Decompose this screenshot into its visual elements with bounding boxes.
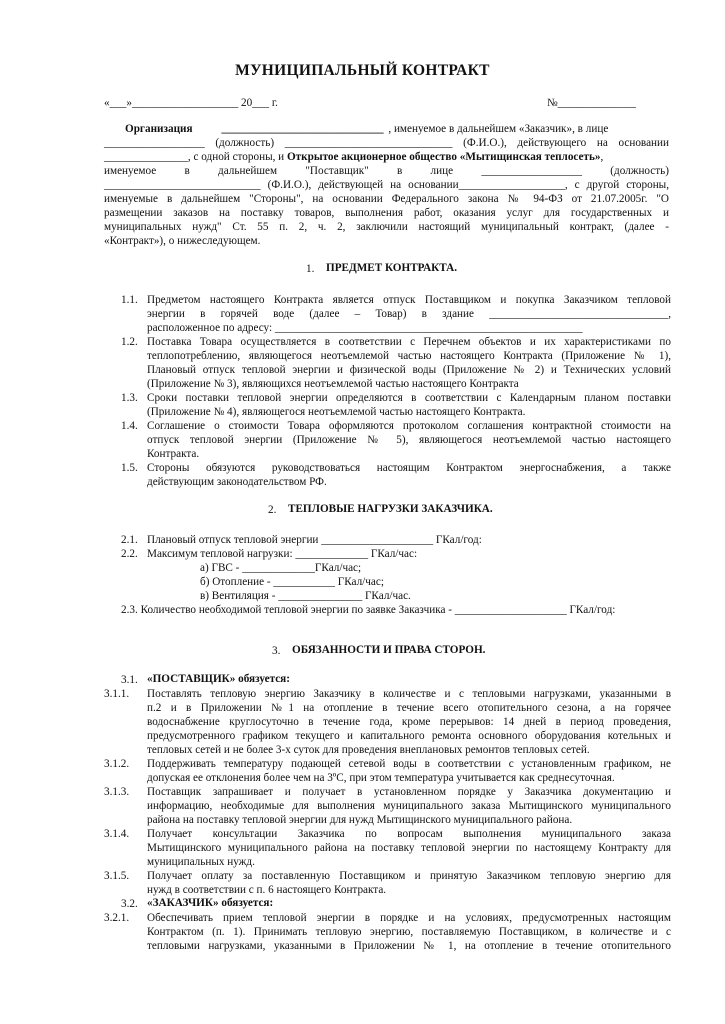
clause-number: 2.2. — [121, 548, 138, 560]
section-1-number: 1. — [306, 263, 315, 275]
clause-line: (Приложение № 4), являющегося неотъемлемой частью настоящего Контракта. — [147, 406, 526, 418]
contract-page: МУНИЦИПАЛЬНЫЙ КОНТРАКТ «___»___________________ 20___ г. №______________ Организация _____________________________ , именуемое в дальнейшем «Заказчик», в лице __________________ (должность) ______________________________ (Ф.И.О.), действующего на основании _______________, с одной стороны, и Открытое акционерное общество «Мытищинская теплосеть», именуемое в дальнейшем "Поставщик" в лице __________________ (должность) ____________________________ (Ф.И.О.), действующей на основании___________________, с другой стороны, именуемые в дальнейшем "Стороны", на основании Федерального закона № 94-ФЗ от 21.07.2005г. "О размещении заказов на поставку товаров, выполнения работ, оказания услуг для государственных и муниципальных нужд" Ст. 55 п. 2, ч. 2, заключили настоящий муниципальный контракт, (далее - «Контракт»), о нижеследующем. 1. ПРЕДМЕТ КОНТРАКТА. 1.1. Предметом настоящего Контракта является отпуск Поставщиком и покупка Заказчиком тепловой энергии в горячей воде (далее – Товар) в здание ________________________________, расположенное по адресу: _______________________________________________________ 1.2. Поставка Товара осуществляется в соответствии с Перечнем объектов и их характеристиками по теплопотреблению, являющегося неотъемлемой частью настоящего Контракта (Приложение № 1), Плановый отпуск тепловой энергии и физической воды (Приложение № 2) и Технических условий (Приложение № 3), являющихся неотъемлемой частью настоящего Контракта 1.3. Сроки поставки тепловой энергии определяются в соответствии с Календарным планом поставки (Приложение № 4), являющегося неотъемлемой частью настоящего Контракта. 1.4. Соглашение о стоимости Товара оформляются протоколом соглашения контрактной стоимости на отпуск тепловой энергии (Приложение № 5), являющегося неотъемлемой частью настоящего Контракта. 1.5. Стороны обязуются руководствоваться настоящим Контрактом энергоснабжения, а также действующим законодательством РФ. 2. ТЕПЛОВЫЕ НАГРУЗКИ ЗАКАЗЧИКА. 2.1. Плановый отпуск тепловой энергии ____________________ ГКал/год: 2.2. Максимум тепловой нагрузки: _____________ ГКал/час: а) ГВС - _____________ГКал/час; б) Отопление - ___________ ГКал/час; в) Вентиляция - _______________ ГКал/час. 2.3. Количество необходимой тепловой энергии по заявке Заказчика - ____________________ ГКал/год: 3. ОБЯЗАННОСТИ И ПРАВА СТОРОН. 3.1. «ПОСТАВЩИК» обязуется: 3.1.1. Поставлять тепловую энергию Заказчику в количестве и с тепловыми нагрузками, указанными в п.2 и в Приложении №1 на отопление в течение всего отопительного сезона, а на горячее водоснабжение круглосуточно в течение года, кроме перерывов: 14 дней в период проведения, предусмотренного графиком текущего и капитального ремонта основного оборудования котельных и тепловых сетей и не более 3-х суток для проведения внеплановых ремонтов тепловых сетей. 3.1.2. Поддерживать температуру подающей сетевой воды в соответствии с установленным графиком, не допуская ее отклонения более чем на 3ºС, при этом температура учитывается как среднесуточная. 3.1.3. Поставщик запрашивает и получает в установленном порядке у Заказчика документацию и информацию, необходимые для выполнения муниципального заказа Мытищинского муниципального района на поставку тепловой энергии для нужд Мытищинского муниципального района. 3.1.4. Получает консультации Заказчика по вопросам выполнения муниципального заказа Мытищинского муниципального района на поставку тепловой энергии по настоящему Контракту для муниципальных нужд. 3.1.5. Получает оплату за поставленную Поставщиком и принятую Заказчиком тепловую энергию для нужд в соответствии с п. 6 настоящего Контракта. 3.2. «ЗАКАЗЧИК» обязуется: 3.2.1. Обеспечивать прием тепловой энергии в порядке и на условиях, предусмотренных настоящим Контрактом (п. 1). Принимать тепловую энергию, поставляемую Поставщиком, в количестве и с тепловыми нагрузками, указанными в Приложении № 1, на отопление в течение отопительного — [0, 0, 725, 1024]
requested-heat-line: 2.3. Количество необходимой тепловой энергии по заявке Заказчика - ____________________ ГКал/год: — [121, 604, 616, 616]
clause-line: тепловыми нагрузками, указанными в Приложении № 1, на отопление в течение отопительного — [147, 940, 671, 952]
clause-line: предусмотренного графиком текущего и капитального ремонта основного оборудования котельных и — [147, 730, 671, 742]
hot-water-load-line: а) ГВС - _____________ГКал/час; — [200, 562, 362, 574]
clause-number: 3.1.1. — [104, 688, 130, 700]
clause-line: информацию, необходимые для выполнения муниципального заказа Мытищинского муниципального — [147, 800, 671, 812]
clause-line: п.2 и в Приложении №1 на отопление в течение всего отопительного сезона, а на горячее — [147, 702, 671, 714]
clause-line: Контрактом (п. 1). Принимать тепловую энергию, поставляемую Поставщиком, в количестве и с — [147, 926, 671, 938]
clause-number: 3.1.4. — [104, 828, 130, 840]
clause-line: Поставлять тепловую энергию Заказчику в количестве и с тепловыми нагрузками, указанными в — [147, 688, 671, 700]
preamble-line-9: «Контракт»), о нижеследующем. — [104, 235, 261, 247]
clause-line: Поставка Товара осуществляется в соответствии с Перечнем объектов и их характеристиками по — [147, 336, 671, 348]
supplier-obligations-heading: «ПОСТАВЩИК» обязуется: — [147, 673, 290, 685]
clause-line: водоснабжение круглосуточно в течение года, кроме перерывов: 14 дней в период проведения, — [147, 716, 671, 728]
clause-number: 3.1.5. — [104, 870, 130, 882]
clause-line: района на поставку тепловой энергии для нужд Мытищинского муниципального района. — [147, 814, 573, 826]
clause-number: 1.4. — [121, 420, 138, 432]
clause-number: 1.2. — [121, 336, 138, 348]
clause-number: 2.1. — [121, 534, 138, 546]
clause-line: Мытищинского муниципального района на поставку тепловой энергии по настоящему Контракту для — [147, 842, 671, 854]
clause-line: (Приложение № 3), являющихся неотъемлемой частью настоящего Контракта — [147, 378, 519, 390]
clause-line: Контракта. — [147, 448, 200, 460]
clause-line: Получает оплату за поставленную Поставщиком и принятую Заказчиком тепловую энергию для — [147, 870, 671, 882]
clause-line: теплопотреблению, являющегося неотъемлемой частью настоящего Контракта (Приложение № 1), — [147, 350, 671, 362]
ventilation-load-line: в) Вентиляция - _______________ ГКал/час. — [200, 590, 411, 602]
clause-line: Получает консультации Заказчика по вопросам выполнения муниципального заказа — [147, 828, 671, 840]
clause-number: 1.5. — [121, 462, 138, 474]
preamble-line-1-rest: , именуемое в дальнейшем «Заказчик», в лице — [388, 123, 609, 135]
clause-number: 3.2.1. — [104, 912, 130, 924]
clause-line: Поддерживать температуру подающей сетевой воды в соответствии с установленным графиком, не — [147, 758, 671, 770]
document-title: МУНИЦИПАЛЬНЫЙ КОНТРАКТ — [235, 62, 490, 79]
clause-line: Поставщик запрашивает и получает в установленном порядке у Заказчика документацию и — [147, 786, 671, 798]
clause-line: Сроки поставки тепловой энергии определяются в соответствии с Календарным планом поставки — [147, 392, 671, 404]
clause-line: Соглашение о стоимости Товара оформляются протоколом соглашения контрактной стоимости на — [147, 420, 671, 432]
clause-line: нужд в соответствии с п. 6 настоящего Контракта. — [147, 884, 387, 896]
date-line: «___»___________________ 20___ г. — [104, 97, 278, 109]
customer-obligations-heading: «ЗАКАЗЧИК» обязуется: — [147, 897, 274, 909]
clause-line: тепловых сетей и не более 3-х суток для проведения внеплановых ремонтов тепловых сетей. — [147, 744, 590, 756]
clause-line: Плановый отпуск тепловой энергии и физической воды (Приложение № 2) и Технических условий — [147, 364, 671, 376]
section-2-number: 2. — [268, 504, 277, 516]
max-heat-load-line: Максимум тепловой нагрузки: _____________ ГКал/час: — [147, 548, 418, 560]
clause-line: Предметом настоящего Контракта является отпуск Поставщиком и покупка Заказчиком тепловой — [147, 294, 671, 306]
clause-line: Стороны обязуются руководствоваться настоящим Контрактом энергоснабжения, а также — [147, 462, 671, 474]
supplier-company-name: Открытое акционерное общество «Мытищинская теплосеть» — [286, 151, 601, 163]
clause-line: энергии в горячей воде (далее – Товар) в здание ________________________________, — [147, 308, 671, 320]
preamble-line-3-start: _______________, с одной стороны, и — [104, 151, 287, 163]
clause-line: расположенное по адресу: _______________________________________________________ — [147, 322, 583, 334]
clause-number: 1.3. — [121, 392, 138, 404]
preamble-line-6: именуемые в дальнейшем "Стороны", на основании Федерального закона № 94-ФЗ от 21.07.2005г. "О — [104, 193, 669, 205]
preamble-line-7: размещении заказов на поставку товаров, выполнения работ, оказания услуг для государственных и — [104, 207, 669, 219]
planned-heat-supply-line: Плановый отпуск тепловой энергии ____________________ ГКал/год: — [147, 534, 482, 546]
preamble-line-5: ____________________________ (Ф.И.О.), действующей на основании___________________, с другой стороны, — [104, 179, 669, 191]
section-2-heading: ТЕПЛОВЫЕ НАГРУЗКИ ЗАКАЗЧИКА. — [288, 503, 493, 515]
clause-line: Обеспечивать прием тепловой энергии в порядке и на условиях, предусмотренных настоящим — [147, 912, 671, 924]
section-3-heading: ОБЯЗАННОСТИ И ПРАВА СТОРОН. — [292, 644, 486, 656]
clause-line: действующим законодательством РФ. — [147, 476, 327, 488]
subsection-number: 3.1. — [121, 674, 138, 686]
preamble-line-8: муниципальных нужд" Ст. 55 п. 2, ч. 2, заключили настоящий муниципальный контракт, (далее - — [104, 221, 669, 233]
contract-number-line: №______________ — [547, 97, 636, 109]
organization-blank: _____________________________ — [221, 123, 384, 135]
subsection-number: 3.2. — [121, 898, 138, 910]
section-3-number: 3. — [272, 645, 281, 657]
organization-label: Организация — [125, 123, 193, 135]
preamble-line-4: именуемое в дальнейшем "Поставщик" в лице __________________ (должность) — [104, 165, 669, 177]
section-1-heading: ПРЕДМЕТ КОНТРАКТА. — [326, 262, 458, 274]
heating-load-line: б) Отопление - ___________ ГКал/час; — [200, 576, 384, 588]
clause-number: 3.1.2. — [104, 758, 130, 770]
preamble-line-2: __________________ (должность) ______________________________ (Ф.И.О.), действующего на основании — [104, 137, 669, 149]
clause-line: муниципальных нужд. — [147, 856, 255, 868]
clause-number: 1.1. — [121, 294, 138, 306]
clause-number: 3.1.3. — [104, 786, 130, 798]
clause-line: допуская ее отклонения более чем на 3ºС, при этом температура учитывается как среднесуточная. — [147, 772, 615, 784]
clause-line: отпуск тепловой энергии (Приложение № 5), являющегося неотъемлемой частью настоящего — [147, 434, 671, 446]
